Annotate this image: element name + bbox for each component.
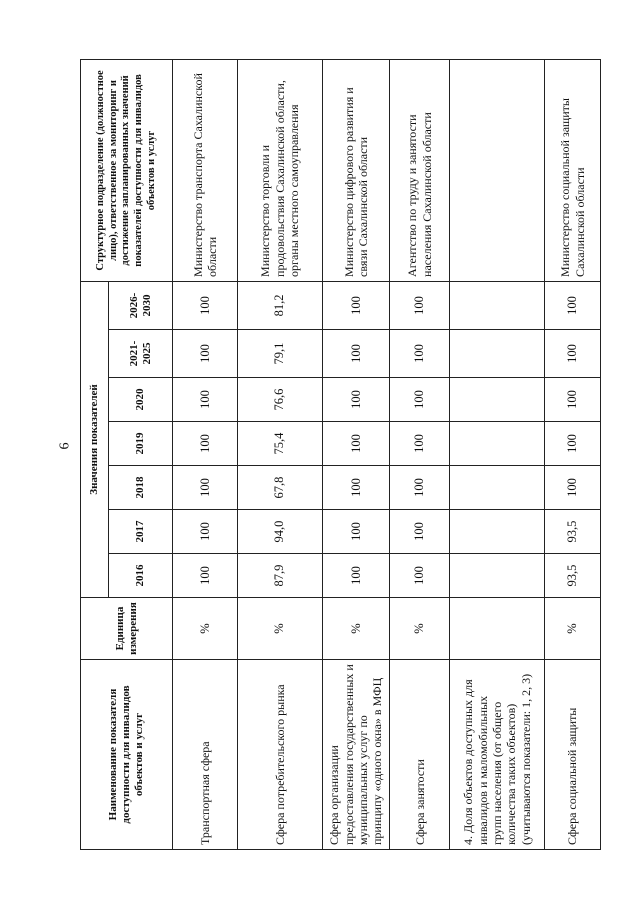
header-year: 2021-2025 <box>108 330 173 378</box>
rotated-table-container <box>80 60 601 850</box>
row-dept: Министерство социальной защиты Сахалинской области <box>545 59 601 281</box>
row-value <box>450 554 545 598</box>
row-value: 100 <box>173 554 238 598</box>
row-value: 100 <box>173 378 238 422</box>
row-dept: Министерство транспорта Сахалинской области <box>173 59 238 281</box>
header-year: 2018 <box>108 466 173 510</box>
header-year: 2026-2030 <box>108 281 173 329</box>
table-row <box>545 59 601 849</box>
row-value: 93,5 <box>545 510 601 554</box>
row-value: 100 <box>173 422 238 466</box>
header-dept: Структурное подразделение (должностное лицо), ответственное за мониторинг и достижение запланированных значений показателей доступности для инвалидов объектов и услуг <box>81 59 173 281</box>
row-value: 100 <box>173 330 238 378</box>
row-name: Транспортная сфера <box>173 660 238 850</box>
row-name: 4. Доля объектов доступных для инвалидов и маломобильных групп населения (от общего количества таких объектов) (учитываются показатели: 1, 2, 3) <box>450 660 545 850</box>
row-unit: % <box>390 598 450 660</box>
table-row <box>237 59 322 849</box>
header-unit: Единица измерения <box>81 598 173 660</box>
row-value: 81,2 <box>237 281 322 329</box>
row-value <box>450 378 545 422</box>
row-value: 100 <box>545 378 601 422</box>
row-value: 100 <box>322 330 389 378</box>
table-row <box>173 59 238 849</box>
header-values-group: Значения показателей <box>81 281 109 597</box>
row-unit: % <box>173 598 238 660</box>
row-value: 100 <box>390 554 450 598</box>
row-value <box>450 466 545 510</box>
row-name: Сфера занятости <box>390 660 450 850</box>
row-value: 87,9 <box>237 554 322 598</box>
row-value: 79,1 <box>237 330 322 378</box>
row-value: 75,4 <box>237 422 322 466</box>
row-value: 100 <box>545 330 601 378</box>
row-value <box>450 281 545 329</box>
page-number: 6 <box>57 442 73 450</box>
row-value: 100 <box>322 281 389 329</box>
row-value: 76,6 <box>237 378 322 422</box>
row-name: Сфера потребительского рынка <box>237 660 322 850</box>
row-unit: % <box>545 598 601 660</box>
row-value: 100 <box>390 422 450 466</box>
table-row <box>322 59 389 849</box>
row-dept <box>450 59 545 281</box>
row-value: 100 <box>390 378 450 422</box>
row-value: 93,5 <box>545 554 601 598</box>
row-name: Сфера организации предоставления государственных и муниципальных услуг по принципу «одного окна» в МФЦ <box>322 660 389 850</box>
row-dept: Агентство по труду и занятости населения Сахалинской области <box>390 59 450 281</box>
row-value: 67,8 <box>237 466 322 510</box>
header-year: 2019 <box>108 422 173 466</box>
row-unit: % <box>237 598 322 660</box>
row-value: 100 <box>545 281 601 329</box>
row-value <box>450 510 545 554</box>
header-year: 2017 <box>108 510 173 554</box>
row-value: 100 <box>322 510 389 554</box>
row-unit: % <box>322 598 389 660</box>
row-unit <box>450 598 545 660</box>
row-value: 100 <box>545 466 601 510</box>
row-dept: Министерство торговли и продовольствия Сахалинской области, органы местного самоуправления <box>237 59 322 281</box>
header-name: Наименование показателя доступности для инвалидов объектов и услуг <box>81 660 173 850</box>
row-value: 100 <box>545 422 601 466</box>
row-value: 100 <box>390 281 450 329</box>
row-value: 100 <box>322 422 389 466</box>
row-value <box>450 422 545 466</box>
row-value: 100 <box>173 510 238 554</box>
row-value: 100 <box>173 281 238 329</box>
row-value: 100 <box>173 466 238 510</box>
indicators-table <box>80 59 601 850</box>
row-value: 100 <box>322 378 389 422</box>
row-name: Сфера социальной защиты <box>545 660 601 850</box>
row-value: 100 <box>322 466 389 510</box>
row-value: 94,0 <box>237 510 322 554</box>
row-value: 100 <box>390 330 450 378</box>
header-year: 2020 <box>108 378 173 422</box>
row-value: 100 <box>322 554 389 598</box>
row-dept: Министерство цифрового развития и связи Сахалинской области <box>322 59 389 281</box>
row-value: 100 <box>390 510 450 554</box>
row-value <box>450 330 545 378</box>
row-value: 100 <box>390 466 450 510</box>
header-year: 2016 <box>108 554 173 598</box>
table-row <box>450 59 545 849</box>
table-row <box>390 59 450 849</box>
